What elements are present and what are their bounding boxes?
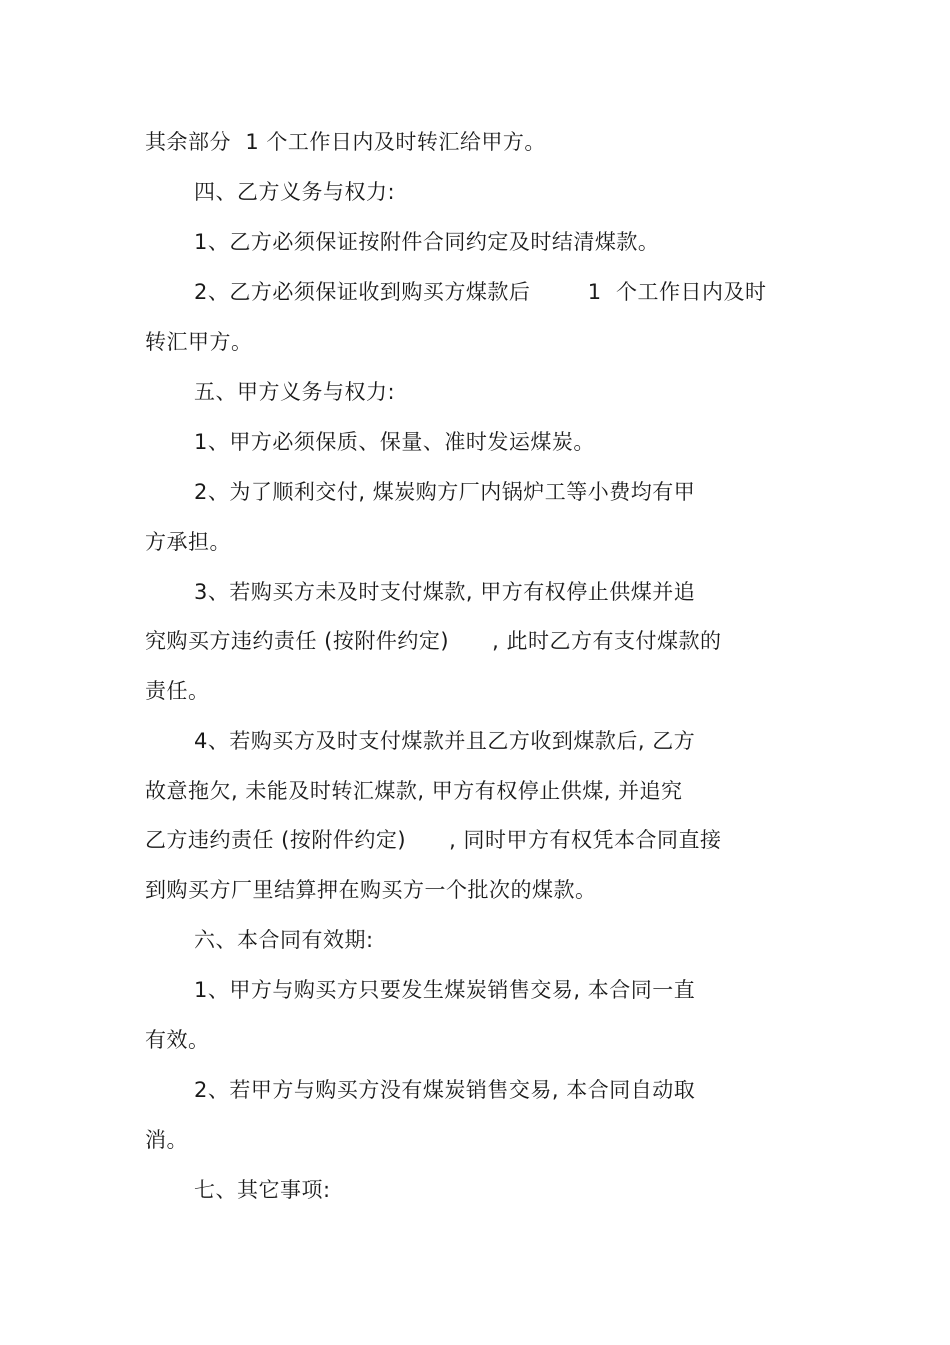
text-line: 其余部分 1 个工作日内及时转汇给甲方。 [145, 130, 546, 154]
text-line: 有效。 [145, 1028, 210, 1052]
text-line: 1、甲方必须保质、保量、准时发运煤炭。 [194, 430, 595, 454]
text-line: 转汇甲方。 [145, 330, 253, 354]
text-line: 1、甲方与购买方只要发生煤炭销售交易, 本合同一直 [194, 978, 696, 1002]
section-heading: 六、本合同有效期: [194, 928, 374, 952]
text-line: 3、若购买方未及时支付煤款, 甲方有权停止供煤并追 [194, 580, 696, 604]
text-line: 乙方违约责任 (按附件约定) , 同时甲方有权凭本合同直接 [145, 828, 722, 852]
text-line: 2、若甲方与购买方没有煤炭销售交易, 本合同自动取 [194, 1078, 696, 1102]
text-line: 到购买方厂里结算押在购买方一个批次的煤款。 [145, 878, 597, 902]
text-line: 2、乙方必须保证收到购买方煤款后 1 个工作日内及时 [194, 280, 767, 304]
text-line: 消。 [145, 1128, 188, 1152]
text-line: 责任。 [145, 679, 210, 703]
text-line: 故意拖欠, 未能及时转汇煤款, 甲方有权停止供煤, 并追究 [145, 779, 683, 803]
text-line: 究购买方违约责任 (按附件约定) , 此时乙方有支付煤款的 [145, 629, 722, 653]
section-heading: 七、其它事项: [194, 1178, 331, 1202]
text-line: 方承担。 [145, 530, 231, 554]
text-line: 2、为了顺利交付, 煤炭购方厂内锅炉工等小费均有甲 [194, 480, 696, 504]
text-line: 1、乙方必须保证按附件合同约定及时结清煤款。 [194, 230, 660, 254]
section-heading: 五、甲方义务与权力: [194, 380, 396, 404]
section-heading: 四、乙方义务与权力: [194, 180, 396, 204]
text-line: 4、若购买方及时支付煤款并且乙方收到煤款后, 乙方 [194, 729, 696, 753]
